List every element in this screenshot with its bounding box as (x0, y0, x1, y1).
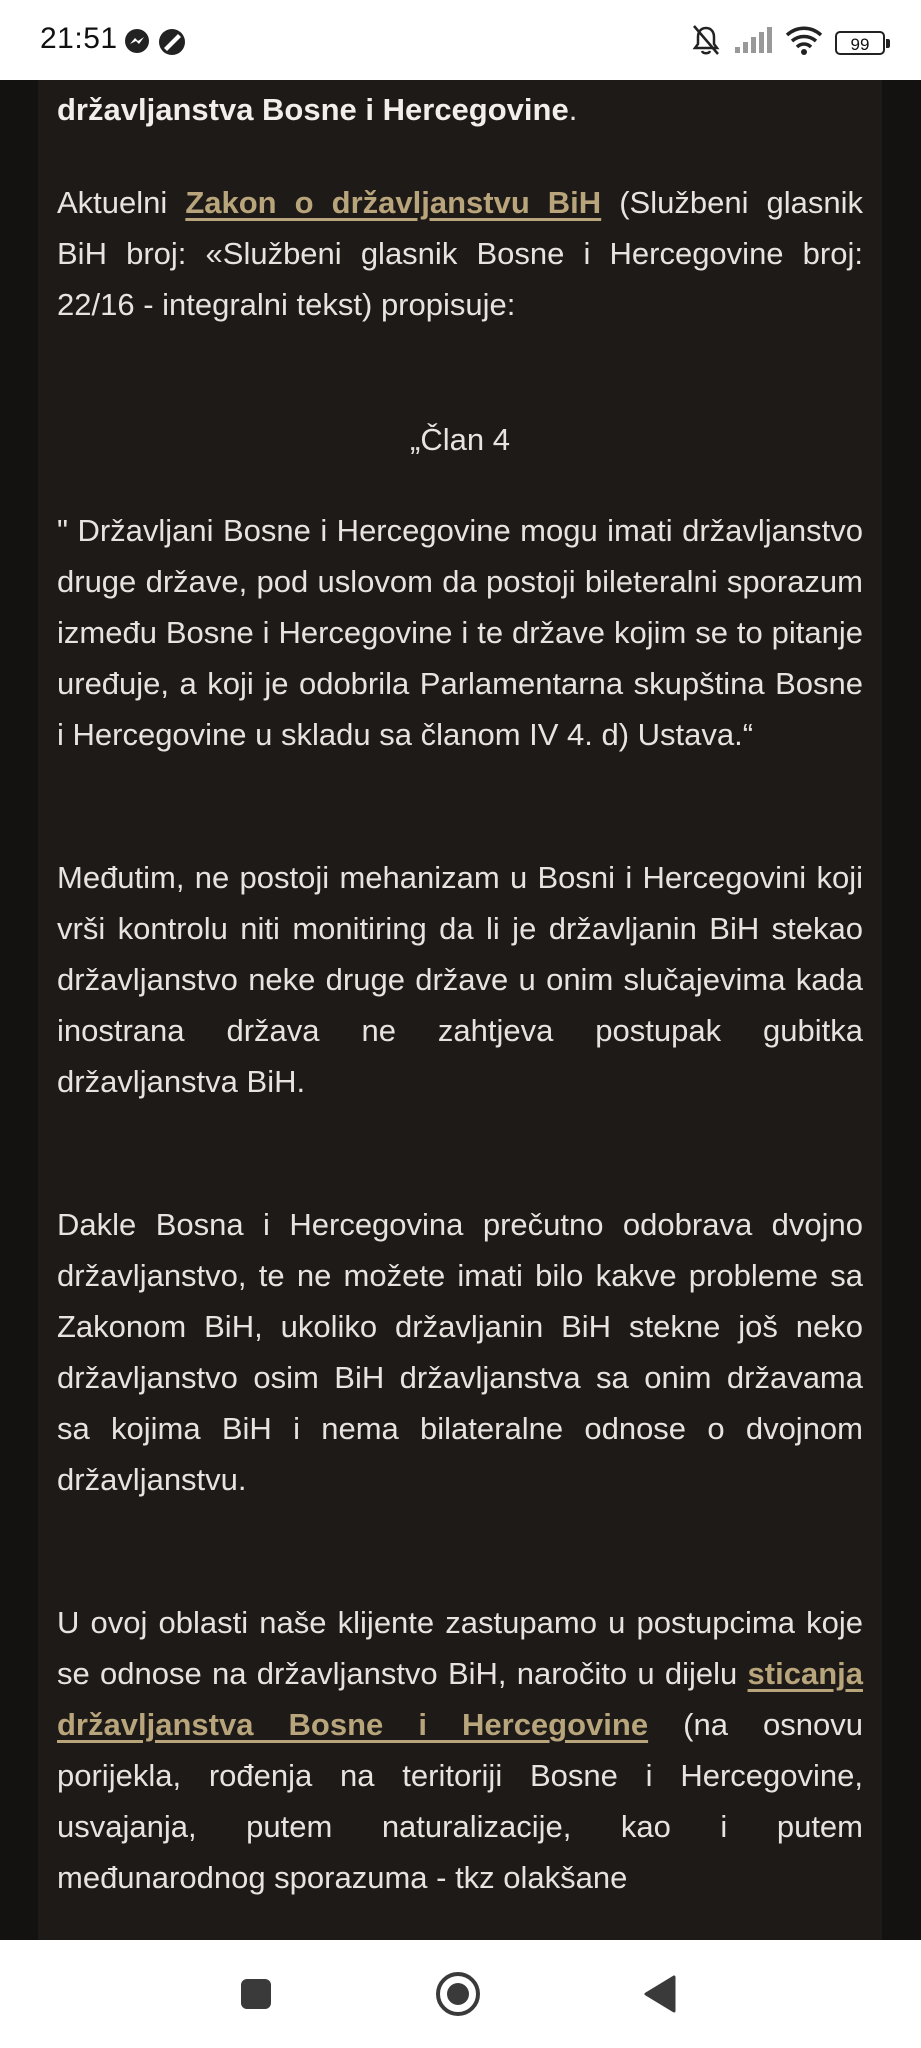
app-notification-icon (158, 28, 186, 61)
battery-icon: 99 (835, 31, 885, 55)
back-button[interactable] (632, 1966, 688, 2022)
article-paragraph-dakle: Dakle Bosna i Hercegovina prečutno odobrava dvojno državljanstvo, te ne možete imati bilo kakve probleme sa Zakonom BiH, ukoliko državljanin BiH stekne još neko državljanstvo osim BiH državljanstva sa onim državama sa kojima BiH i nema bilateralne odnose o dvojnom državljanstvu. (57, 1207, 863, 1497)
status-time: 21:51 (40, 22, 118, 55)
square-icon (239, 1977, 273, 2011)
navigation-bar (0, 1940, 921, 2048)
recents-button[interactable] (228, 1966, 284, 2022)
home-button[interactable] (430, 1966, 486, 2022)
article-paragraph-ovoj: U ovoj oblasti naše klijente zastupamo u postupcima koje se odnose na državljanstvo BiH, naročito u dijelu sticanja državljanstva Bosne i Hercegovine (na osnovu porijekla, rođenja na teritoriji Bosne i Hercegovine, usvajanja, putem naturalizacije, kao i putem međunarodnog sporazuma - tkz olakšane (57, 1605, 863, 1895)
messenger-icon (124, 28, 150, 61)
article-content (38, 80, 882, 1940)
bell-muted-icon (691, 24, 721, 61)
bold-text: državljanstva Bosne i Hercegovine (57, 92, 569, 127)
article-heading-clan: „Član 4 (410, 422, 510, 457)
article-paragraph-quote: " Državljani Bosne i Hercegovine mogu imati državljanstvo druge države, pod uslovom da postoji bileteralni sporazum između Bosne i Hercegovine i te države kojim se to pitanje uređuje, a koji je odobrila Parlamentarna skupština Bosne i Hercegovine u skladu sa članom IV 4. d) Ustava.“ (57, 513, 863, 752)
back-triangle-icon (642, 1974, 678, 2014)
zakon-link[interactable]: Zakon o državljanstvu BiH (185, 185, 602, 220)
article-paragraph-top: državljanstva Bosne i Hercegovine. (57, 92, 578, 127)
status-bar (0, 0, 921, 80)
signal-icon (733, 27, 773, 58)
circle-icon (434, 1970, 482, 2018)
sticanje-link[interactable]: sticanja državljanstva Bosne i Hercegovine (57, 1656, 863, 1742)
article-paragraph-medjutim: Međutim, ne postoji mehanizam u Bosni i Hercegovini koji vrši kontrolu niti monitiring da li je državljanin BiH stekao državljanstvo neke druge države u onim slučajevima kada inostrana država ne zahtjeva postupak gubitka državljanstva BiH. (57, 860, 863, 1099)
wifi-icon (785, 25, 823, 60)
article-paragraph-intro: Aktuelni Zakon o državljanstvu BiH (Službeni glasnik BiH broj: «Službeni glasnik Bosne i Hercegovine broj: 22/16 - integralni tekst) propisuje: (57, 185, 863, 322)
